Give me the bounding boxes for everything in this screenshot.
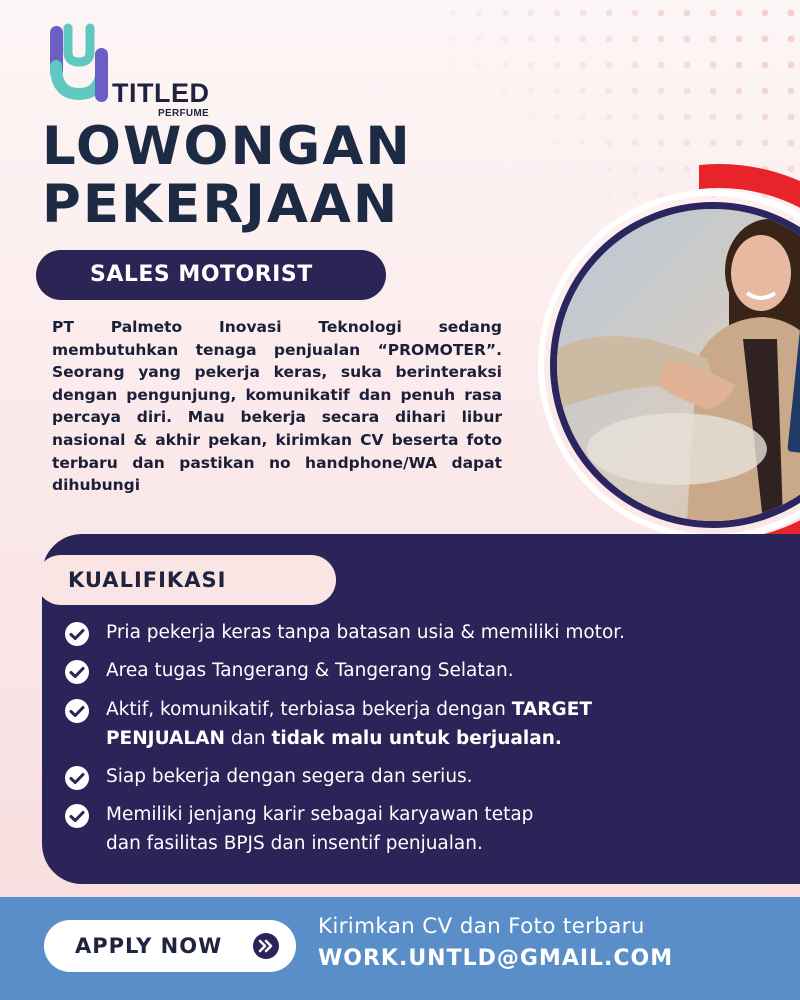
check-circle-icon <box>64 803 90 829</box>
qualification-text: Aktif, komunikatif, terbiasa bekerja dengan <box>106 699 512 720</box>
list-item <box>64 800 704 858</box>
page-title <box>42 118 412 234</box>
title-line-2: PEKERJAAN <box>42 174 400 235</box>
title-line-1: LOWONGAN <box>42 116 412 177</box>
qualification-highlight: tidak malu untuk berjualan. <box>271 728 562 749</box>
list-item <box>64 656 704 685</box>
qualification-text: Memiliki jenjang karir sebagai karyawan tetap <box>106 804 534 825</box>
qualification-text: Pria pekerja keras tanpa batasan usia & memiliki motor. <box>106 622 626 643</box>
check-circle-icon <box>64 621 90 647</box>
list-item <box>64 695 704 753</box>
qualification-text: dan <box>224 728 272 749</box>
double-chevron-right-icon <box>252 932 280 960</box>
cta-text: Kirimkan CV dan Foto terbaru <box>318 914 645 939</box>
list-item <box>64 618 704 647</box>
contact-email[interactable]: WORK.UNTLD@GMAIL.COM <box>318 946 674 971</box>
intro-paragraph: PT Palmeto Inovasi Teknologi sedang membutuhkan tenaga penjualan “PROMOTER”. Seorang yang pekerja keras, suka berinteraksi dengan pengunjung, komunikatif dan penuh rasa percaya diri. Mau bekerja secara dihari libur nasional & akhir pekan, kirimkan CV beserta foto terbaru dan pastikan no handphone/WA dapat dihubungi <box>52 318 502 495</box>
apply-now-button[interactable] <box>44 920 296 972</box>
qualification-highlight: TARGET PENJUALAN <box>106 699 592 749</box>
check-circle-icon <box>64 659 90 685</box>
check-circle-icon <box>64 765 90 791</box>
apply-now-label: APPLY NOW <box>75 934 223 958</box>
list-item <box>64 762 704 791</box>
qualification-text: Siap bekerja dengan segera dan serius. <box>106 766 473 787</box>
qualification-text: dan fasilitas BPJS dan insentif penjualan. <box>106 833 483 854</box>
check-circle-icon <box>64 698 90 724</box>
logo-mark-icon <box>48 22 110 104</box>
qualification-title: KUALIFIKASI <box>36 555 336 605</box>
logo-title: TITLED <box>112 78 210 108</box>
qualification-text: Area tugas Tangerang & Tangerang Selatan. <box>106 660 514 681</box>
logo-tagline: PERFUME <box>158 108 209 119</box>
brand-logo <box>48 22 248 119</box>
position-badge: SALES MOTORIST <box>36 250 386 300</box>
handshake-illustration <box>557 209 800 521</box>
qualification-list <box>64 618 704 858</box>
